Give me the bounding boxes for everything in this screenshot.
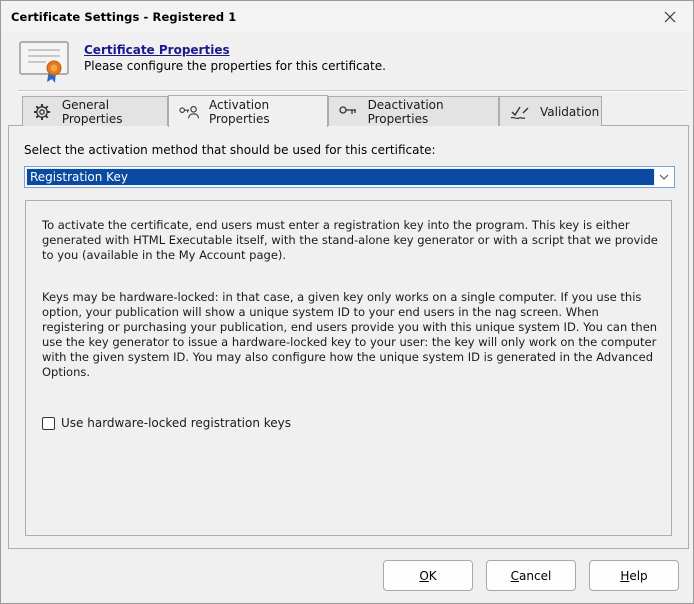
activation-description-2: Keys may be hardware-locked: in that case, a given key only works on a single computer. If you use this option, your publication will show a unique system ID to your end users in the nag screen. When registering or purchasing your publication, end users provide you with this unique system ID. You can then use the key generator to issue a hardware-locked key to your user: the key will only work on the computer with the given system ID. You may also configure how the unique system ID is generated in the Advanced Options. xyxy=(42,290,658,379)
help-button[interactable] xyxy=(589,560,679,591)
tab-activation-properties[interactable] xyxy=(168,95,328,127)
help-mnemonic: H xyxy=(620,568,630,583)
tab-label: Activation Properties xyxy=(209,97,270,126)
close-icon xyxy=(664,11,676,23)
tab-general-properties[interactable] xyxy=(22,96,168,126)
activation-method-label: Select the activation method that should be used for this certificate: xyxy=(24,143,436,157)
header-subtitle: Please configure the properties for this certificate. xyxy=(84,59,386,73)
activation-method-select[interactable] xyxy=(24,166,675,188)
activation-method-value: Registration Key xyxy=(27,169,654,185)
hardware-locked-checkbox-row[interactable] xyxy=(42,416,291,430)
ok-button[interactable] xyxy=(383,560,473,591)
key-icon xyxy=(339,103,358,121)
help-label-rest: elp xyxy=(629,568,648,583)
signature-check-icon xyxy=(510,103,530,121)
header-separator xyxy=(18,90,687,92)
cancel-mnemonic: C xyxy=(510,568,520,583)
tab-deactivation-properties[interactable] xyxy=(328,96,499,126)
title-bar[interactable] xyxy=(1,1,693,33)
cancel-label-rest: ancel xyxy=(519,568,552,583)
description-panel xyxy=(25,200,672,536)
tab-validation[interactable] xyxy=(499,96,602,126)
gear-icon xyxy=(33,103,52,121)
hardware-locked-checkbox[interactable] xyxy=(42,417,55,430)
cancel-button[interactable] xyxy=(486,560,576,591)
close-button[interactable] xyxy=(647,1,693,33)
activation-description-1: To activate the certificate, end users must enter a registration key into the program. This key is either generated with HTML Executable itself, with the stand-alone key generator or with a script that we provide to you (available in the My Account page). xyxy=(42,218,658,262)
tab-label: Validation xyxy=(540,104,600,119)
tab-label: General Properties xyxy=(61,97,123,126)
certificate-icon xyxy=(18,40,70,84)
ok-label-rest: K xyxy=(428,568,437,583)
hardware-locked-label: Use hardware-locked registration keys xyxy=(61,416,291,430)
header-title: Certificate Properties xyxy=(84,43,230,57)
chevron-down-icon[interactable] xyxy=(656,169,672,185)
window-title: Certificate Settings - Registered 1 xyxy=(11,10,237,24)
ok-mnemonic: O xyxy=(419,568,429,583)
tab-label: Deactivation Properties xyxy=(367,97,444,126)
key-user-icon xyxy=(179,103,199,121)
